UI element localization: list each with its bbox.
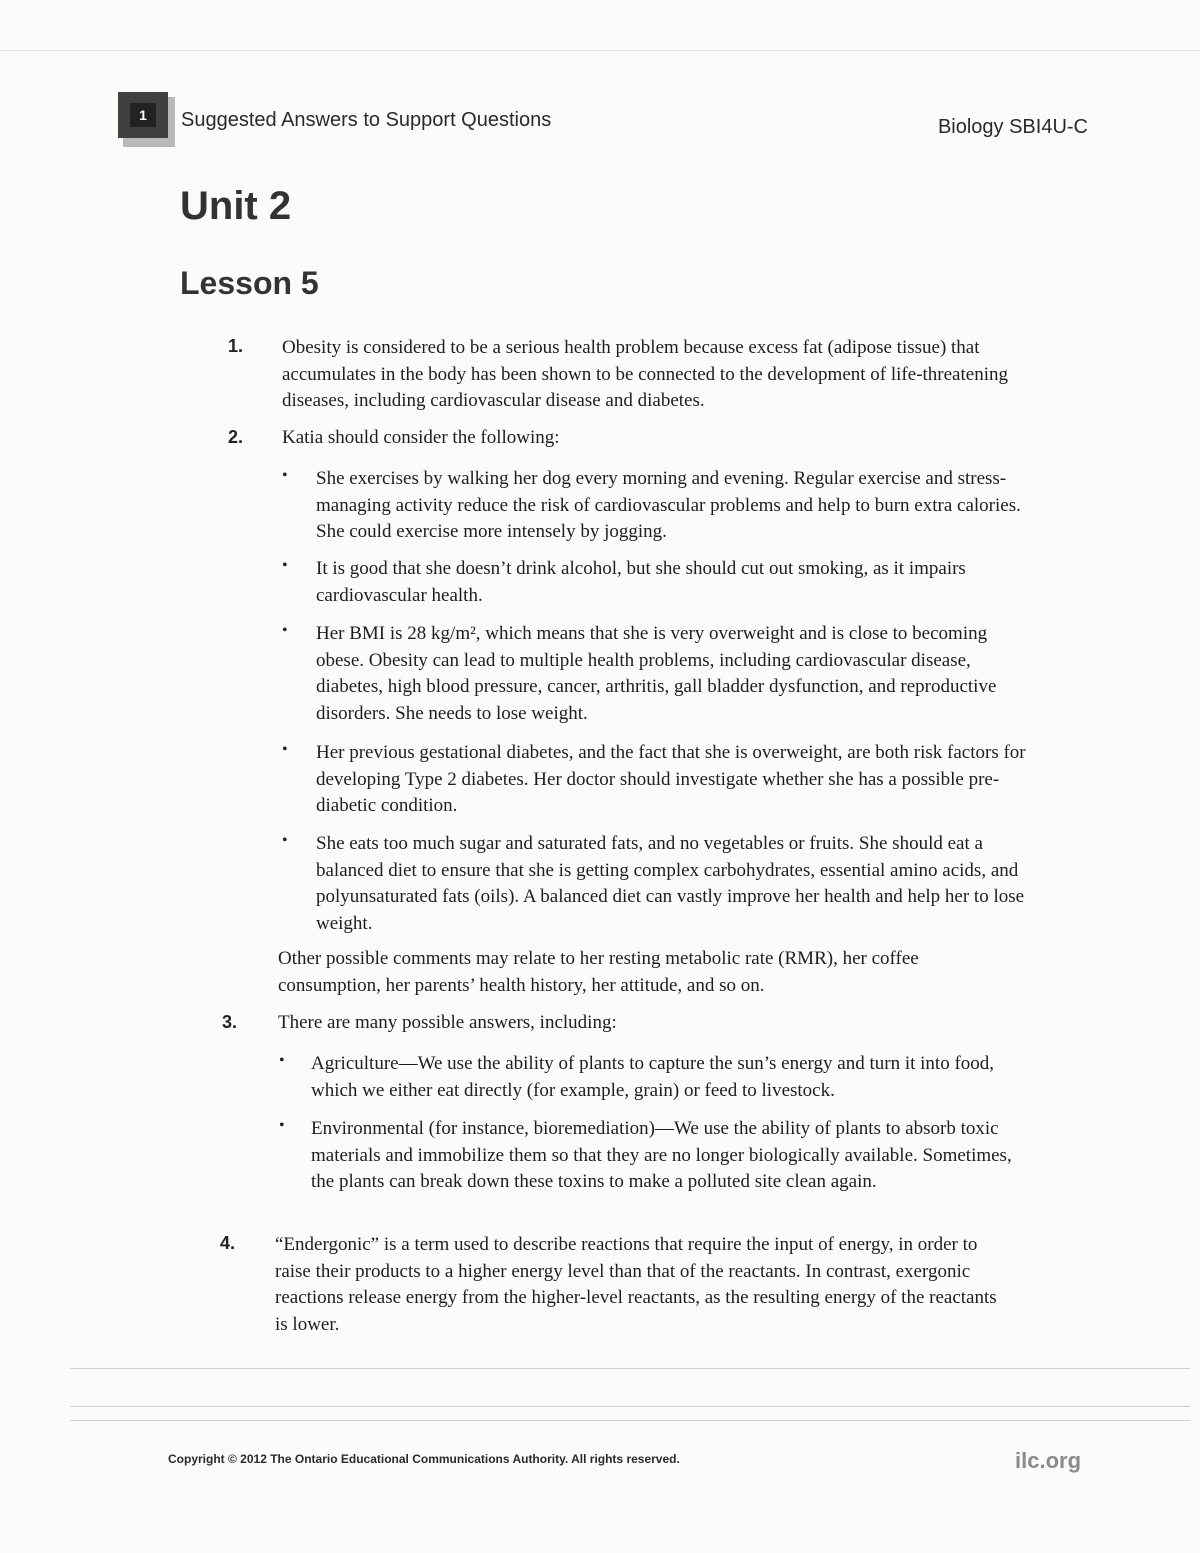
question-number: 2. bbox=[228, 427, 244, 447]
copyright-notice: Copyright © 2012 The Ontario Educational Communications Authority. All rights reserved. bbox=[168, 1452, 680, 1466]
footer-divider bbox=[70, 1368, 1190, 1369]
bullet-text: Her previous gestational diabetes, and the fact that she is overweight, are both risk factors for developing Type 2 diabetes. Her doctor should investigate whether she has a possible pre-diabetic condition. bbox=[316, 742, 1026, 816]
footer-divider bbox=[70, 1406, 1190, 1407]
bullet-text: Environmental (for instance, bioremediation)—We use the ability of plants to absorb toxic materials and immobilize them so that they are no longer biologically available. Sometimes, the plants can break down these toxins to make a polluted site clean again. bbox=[311, 1118, 1012, 1192]
bullet-text: She exercises by walking her dog every morning and evening. Regular exercise and stress-managing activity reduce the risk of cardiovascular problems and help to burn extra calories. She could exercise more intensely by jogging. bbox=[316, 468, 1021, 542]
course-code: Biology SBI4U-C bbox=[937, 116, 1088, 138]
answer-text: Obesity is considered to be a serious health problem because excess fat (adipose tissue) that accumulates in the body has been shown to be connected to the development of life-threatening diseases, including cardiovascular disease and diabetes. bbox=[282, 337, 1008, 411]
bullet-marker: • bbox=[282, 741, 288, 758]
bullet-marker: • bbox=[282, 467, 288, 484]
bullet-text: Her BMI is 28 kg/m², which means that she is very overweight and is close to becoming obese. Obesity can lead to multiple health problems, including cardiovascular disease, diabetes, high blood pressure, cancer, arthritis, gall bladder dysfunction, and reproductive disorders. She needs to lose weight. bbox=[316, 623, 997, 724]
bullet-text: Agriculture—We use the ability of plants to capture the sun’s energy and turn it into food, which we either eat directly (for example, grain) or feed to livestock. bbox=[311, 1053, 995, 1101]
lesson-badge bbox=[118, 92, 168, 138]
bullet-text: She eats too much sugar and saturated fats, and no vegetables or fruits. She should eat a balanced diet to ensure that she is getting complex carbohydrates, essential amino acids, and polyunsaturated fats (oils). A balanced diet can vastly improve her health and help her to lose weight. bbox=[316, 833, 1025, 934]
bullet-marker: • bbox=[282, 622, 288, 639]
bullet-text: It is good that she doesn’t drink alcohol, but she should cut out smoking, as it impairs cardiovascular health. bbox=[316, 558, 966, 606]
answer-text: “Endergonic” is a term used to describe reactions that require the input of energy, in order to raise their products to a higher energy level than that of the reactants. In contrast, exergonic reactions release energy from the higher-level reactants, as the resulting energy of the reactants is lower. bbox=[275, 1234, 997, 1335]
question-intro: There are many possible answers, including: bbox=[278, 1012, 617, 1033]
question-intro: Katia should consider the following: bbox=[282, 427, 560, 448]
page-header bbox=[118, 92, 1088, 152]
site-logo-text: ilc.org bbox=[1015, 1448, 1082, 1473]
badge-number: 1 bbox=[130, 103, 156, 127]
lesson-title: Lesson 5 bbox=[180, 265, 319, 301]
bullet-marker: • bbox=[279, 1052, 285, 1069]
bullet-marker: • bbox=[282, 832, 288, 849]
question-number: 4. bbox=[220, 1233, 236, 1253]
bullet-marker: • bbox=[279, 1117, 285, 1134]
scan-artifact-line bbox=[0, 50, 1200, 51]
question-outro: Other possible comments may relate to her resting metabolic rate (RMR), her coffee consumption, her parents’ health history, her attitude, and so on. bbox=[278, 948, 919, 996]
question-number: 1. bbox=[228, 336, 244, 356]
bullet-marker: • bbox=[282, 557, 288, 574]
question-number: 3. bbox=[222, 1012, 238, 1032]
unit-title: Unit 2 bbox=[180, 184, 292, 228]
footer-divider bbox=[70, 1420, 1190, 1421]
header-title: Suggested Answers to Support Questions bbox=[181, 109, 552, 131]
